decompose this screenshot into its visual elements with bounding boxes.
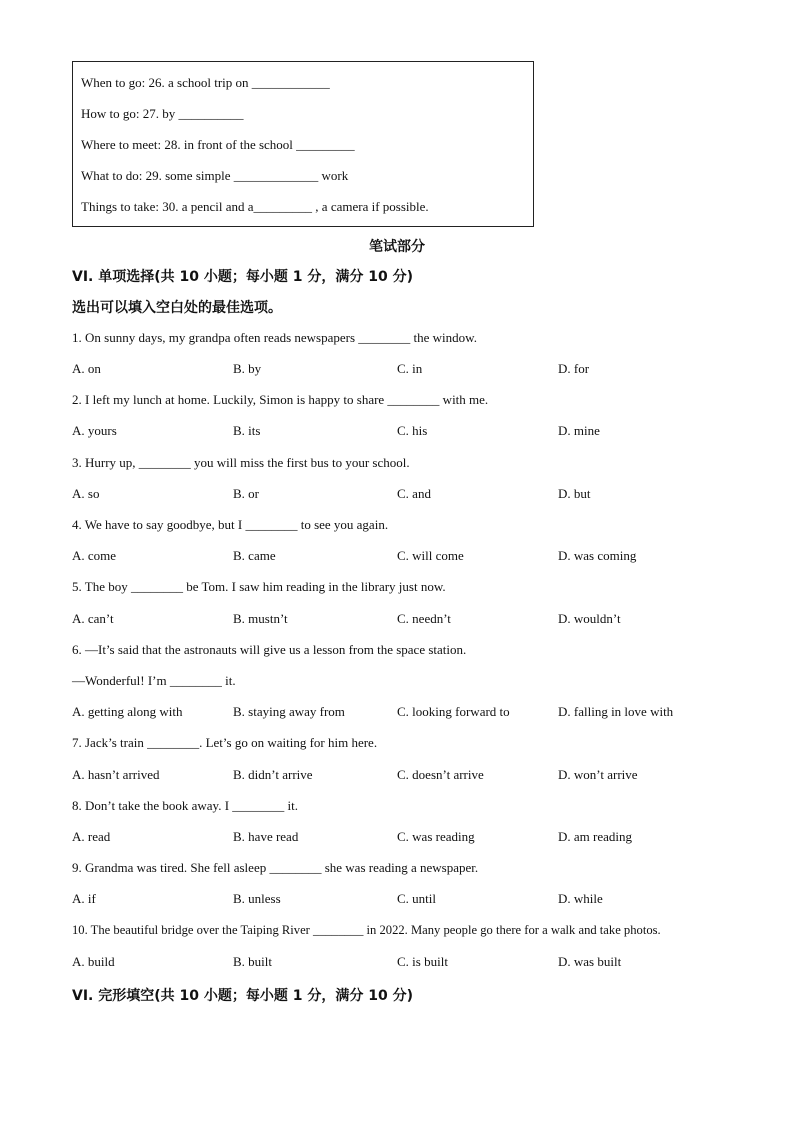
q4-option-d: D. was coming [558, 548, 637, 563]
info-line-things: Things to take: 30. a pencil and a_________ , a camera if possible. [81, 199, 429, 214]
q2-option-c: C. his [397, 423, 428, 438]
q10-option-c: C. is built [397, 954, 448, 969]
q3-option-d: D. but [558, 486, 591, 501]
question-1: 1. On sunny days, my grandpa often reads newspapers ________ the window. [72, 330, 477, 345]
q7-option-d: D. won’t arrive [558, 767, 638, 782]
question-9: 9. Grandma was tired. She fell asleep ________ she was reading a newspaper. [72, 860, 479, 875]
q10-option-d: D. was built [558, 954, 622, 969]
q9-option-b: B. unless [233, 891, 281, 906]
q4-option-b: B. came [233, 548, 276, 563]
info-line-how: How to go: 27. by __________ [81, 106, 244, 121]
info-line-when: When to go: 26. a school trip on ____________ [81, 75, 330, 90]
q7-option-b: B. didn’t arrive [233, 767, 313, 782]
q1-option-b: B. by [233, 361, 262, 376]
q5-option-c: C. needn’t [397, 611, 451, 626]
section-choice-heading: VI. 单项选择(共 10 小题；每小题 1 分，满分 10 分) [72, 269, 413, 285]
q4-option-c: C. will come [397, 548, 464, 563]
q6-option-d: D. falling in love with [558, 704, 674, 719]
q7-option-a: A. hasn’t arrived [72, 767, 160, 782]
q6-option-a: A. getting along with [72, 704, 183, 719]
q1-option-a: A. on [72, 361, 101, 376]
section-choice-instruction: 选出可以填入空白处的最佳选项。 [72, 300, 282, 316]
section-cloze-heading: VI. 完形填空(共 10 小题；每小题 1 分，满分 10 分) [72, 988, 413, 1004]
question-6-reply: —Wonderful! I’m ________ it. [72, 673, 236, 688]
q10-option-b: B. built [233, 954, 273, 969]
q2-option-d: D. mine [558, 423, 600, 438]
question-3: 3. Hurry up, ________ you will miss the first bus to your school. [72, 455, 410, 470]
q2-option-a: A. yours [72, 423, 117, 438]
question-6: 6. —It’s said that the astronauts will give us a lesson from the space station. [72, 642, 467, 657]
q8-option-d: D. am reading [558, 829, 633, 844]
q5-option-b: B. mustn’t [233, 611, 288, 626]
q9-option-d: D. while [558, 891, 603, 906]
q8-option-c: C. was reading [397, 829, 475, 844]
q6-option-c: C. looking forward to [397, 704, 510, 719]
question-8: 8. Don’t take the book away. I ________ it. [72, 798, 299, 813]
question-5: 5. The boy ________ be Tom. I saw him reading in the library just now. [72, 579, 446, 594]
q1-option-c: C. in [397, 361, 423, 376]
question-7: 7. Jack’s train ________. Let’s go on waiting for him here. [72, 735, 378, 750]
info-line-where: Where to meet: 28. in front of the school _________ [81, 137, 355, 152]
question-4: 4. We have to say goodbye, but I ________ to see you again. [72, 517, 389, 532]
q9-option-a: A. if [72, 891, 96, 906]
q8-option-a: A. read [72, 829, 111, 844]
q7-option-c: C. doesn’t arrive [397, 767, 484, 782]
info-box [72, 61, 534, 227]
question-2: 2. I left my lunch at home. Luckily, Simon is happy to share ________ with me. [72, 392, 489, 407]
q3-option-b: B. or [233, 486, 259, 501]
info-line-what: What to do: 29. some simple _____________ work [81, 168, 349, 183]
q4-option-a: A. come [72, 548, 117, 563]
q9-option-c: C. until [397, 891, 437, 906]
q1-option-d: D. for [558, 361, 590, 376]
q8-option-b: B. have read [233, 829, 299, 844]
q10-option-a: A. build [72, 954, 115, 969]
q5-option-d: D. wouldn’t [558, 611, 621, 626]
q3-option-a: A. so [72, 486, 100, 501]
q5-option-a: A. can’t [72, 611, 114, 626]
q6-option-b: B. staying away from [233, 704, 345, 719]
written-part-title: 笔试部分 [369, 239, 425, 255]
q2-option-b: B. its [233, 423, 261, 438]
q3-option-c: C. and [397, 486, 431, 501]
question-10: 10. The beautiful bridge over the Taiping River ________ in 2022. Many people go there for a walk and take photos. [72, 923, 661, 937]
